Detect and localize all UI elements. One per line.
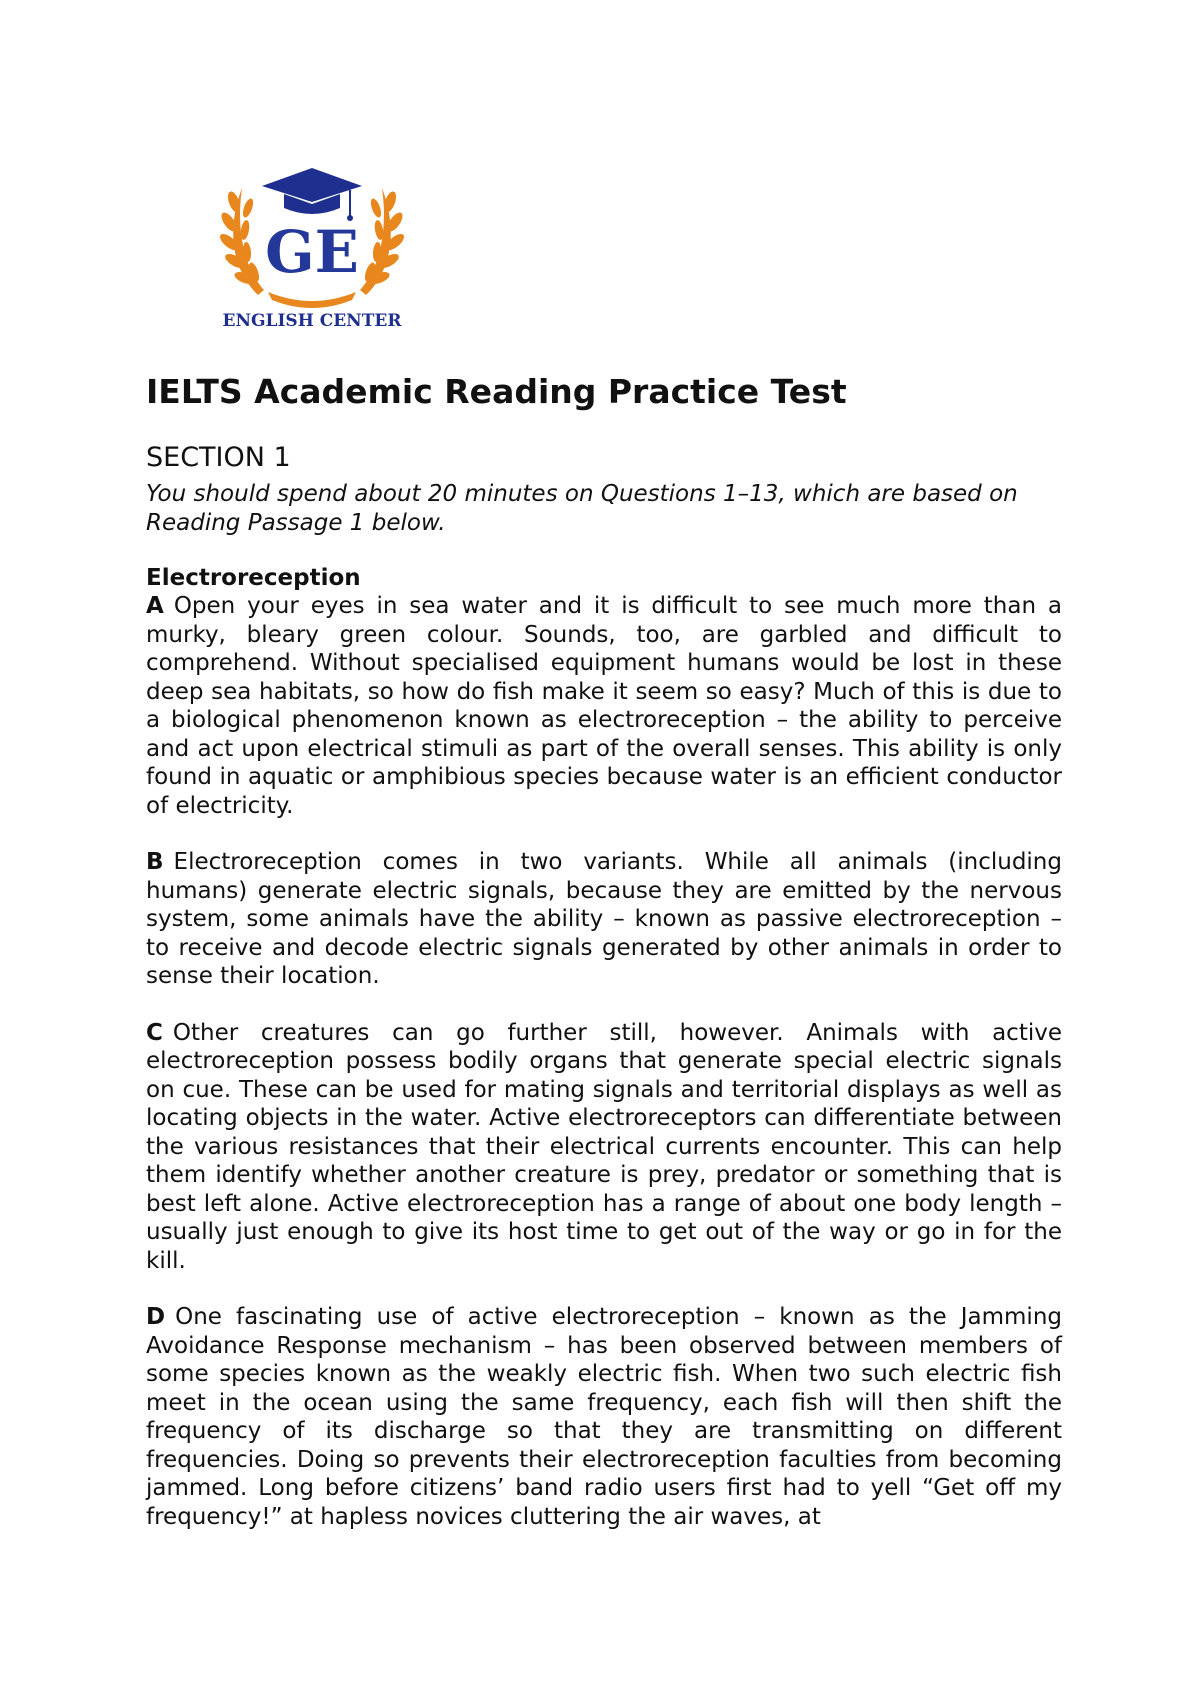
wreath-ribbon	[268, 292, 356, 308]
paragraph-letter: D	[146, 1304, 166, 1330]
passage-title: Electroreception	[146, 565, 361, 591]
paragraph-letter: C	[146, 1019, 163, 1046]
logo-letters: GE	[265, 218, 359, 286]
paragraph-d	[146, 1303, 1062, 1531]
graduation-cap-icon	[262, 168, 362, 221]
english-center-logo	[212, 160, 412, 330]
wreath-left	[217, 188, 264, 295]
page-title: IELTS Academic Reading Practice Test	[146, 372, 847, 411]
paragraph-text: Electroreception comes in two variants. While all animals (including humans) generate electric signals, because they are emitted by the nervous system, some animals have the ability – known as passive electroreception – to receive and decode electric signals generated by other animals in order to sense their location.	[146, 849, 1062, 989]
paragraph-b	[146, 848, 1062, 991]
document-body	[146, 372, 1062, 1531]
wreath-right	[360, 188, 407, 295]
paragraph-letter: A	[146, 593, 164, 619]
section-heading: SECTION 1	[146, 442, 291, 473]
paragraph-a	[146, 592, 1062, 820]
logo-emblem	[212, 160, 412, 330]
paragraph-letter: B	[146, 849, 164, 875]
paragraph-text: One fascinating use of active electroreception – known as the Jamming Avoidance Response mechanism – has been observed between members of some species known as the weakly electric fish. When two such electric fish meet in the ocean using the same frequency, each fish will then shift the frequency of its discharge so that they are transmitting on different frequencies. Doing so prevents their electroreception faculties from becoming jammed. Long before citizens’ band radio users first had to yell “Get off my frequency!” at hapless novices cluttering the air waves, at	[146, 1304, 1062, 1530]
paragraph-text: Open your eyes in sea water and it is difficult to see much more than a murky, bleary green colour. Sounds, too, are garbled and difficult to comprehend. Without specialised equipment humans would be lost in these deep sea habitats, so how do fish make it seem so easy? Much of this is due to a biological phenomenon known as electroreception – the ability to perceive and act upon electrical stimuli as part of the overall senses. This ability is only found in aquatic or amphibious species because water is an efficient conductor of electricity.	[146, 593, 1062, 819]
logo-caption: ENGLISH CENTER	[222, 311, 402, 330]
section-instructions: You should spend about 20 minutes on Questions 1–13, which are based on Reading Passage 1 below.	[146, 481, 1018, 536]
paragraph-c	[146, 1019, 1062, 1276]
paragraph-text: Other creatures can go further still, however. Animals with active electroreception possess bodily organs that generate special electric signals on cue. These can be used for mating signals and territorial displays as well as locating objects in the water. Active electroreceptors can differentiate between the various resistances that their electrical currents encounter. This can help them identify whether another creature is prey, predator or something that is best left alone. Active electroreception has a range of about one body length – usually just enough to give its host time to get out of the way or go in for the kill.	[146, 1019, 1062, 1274]
